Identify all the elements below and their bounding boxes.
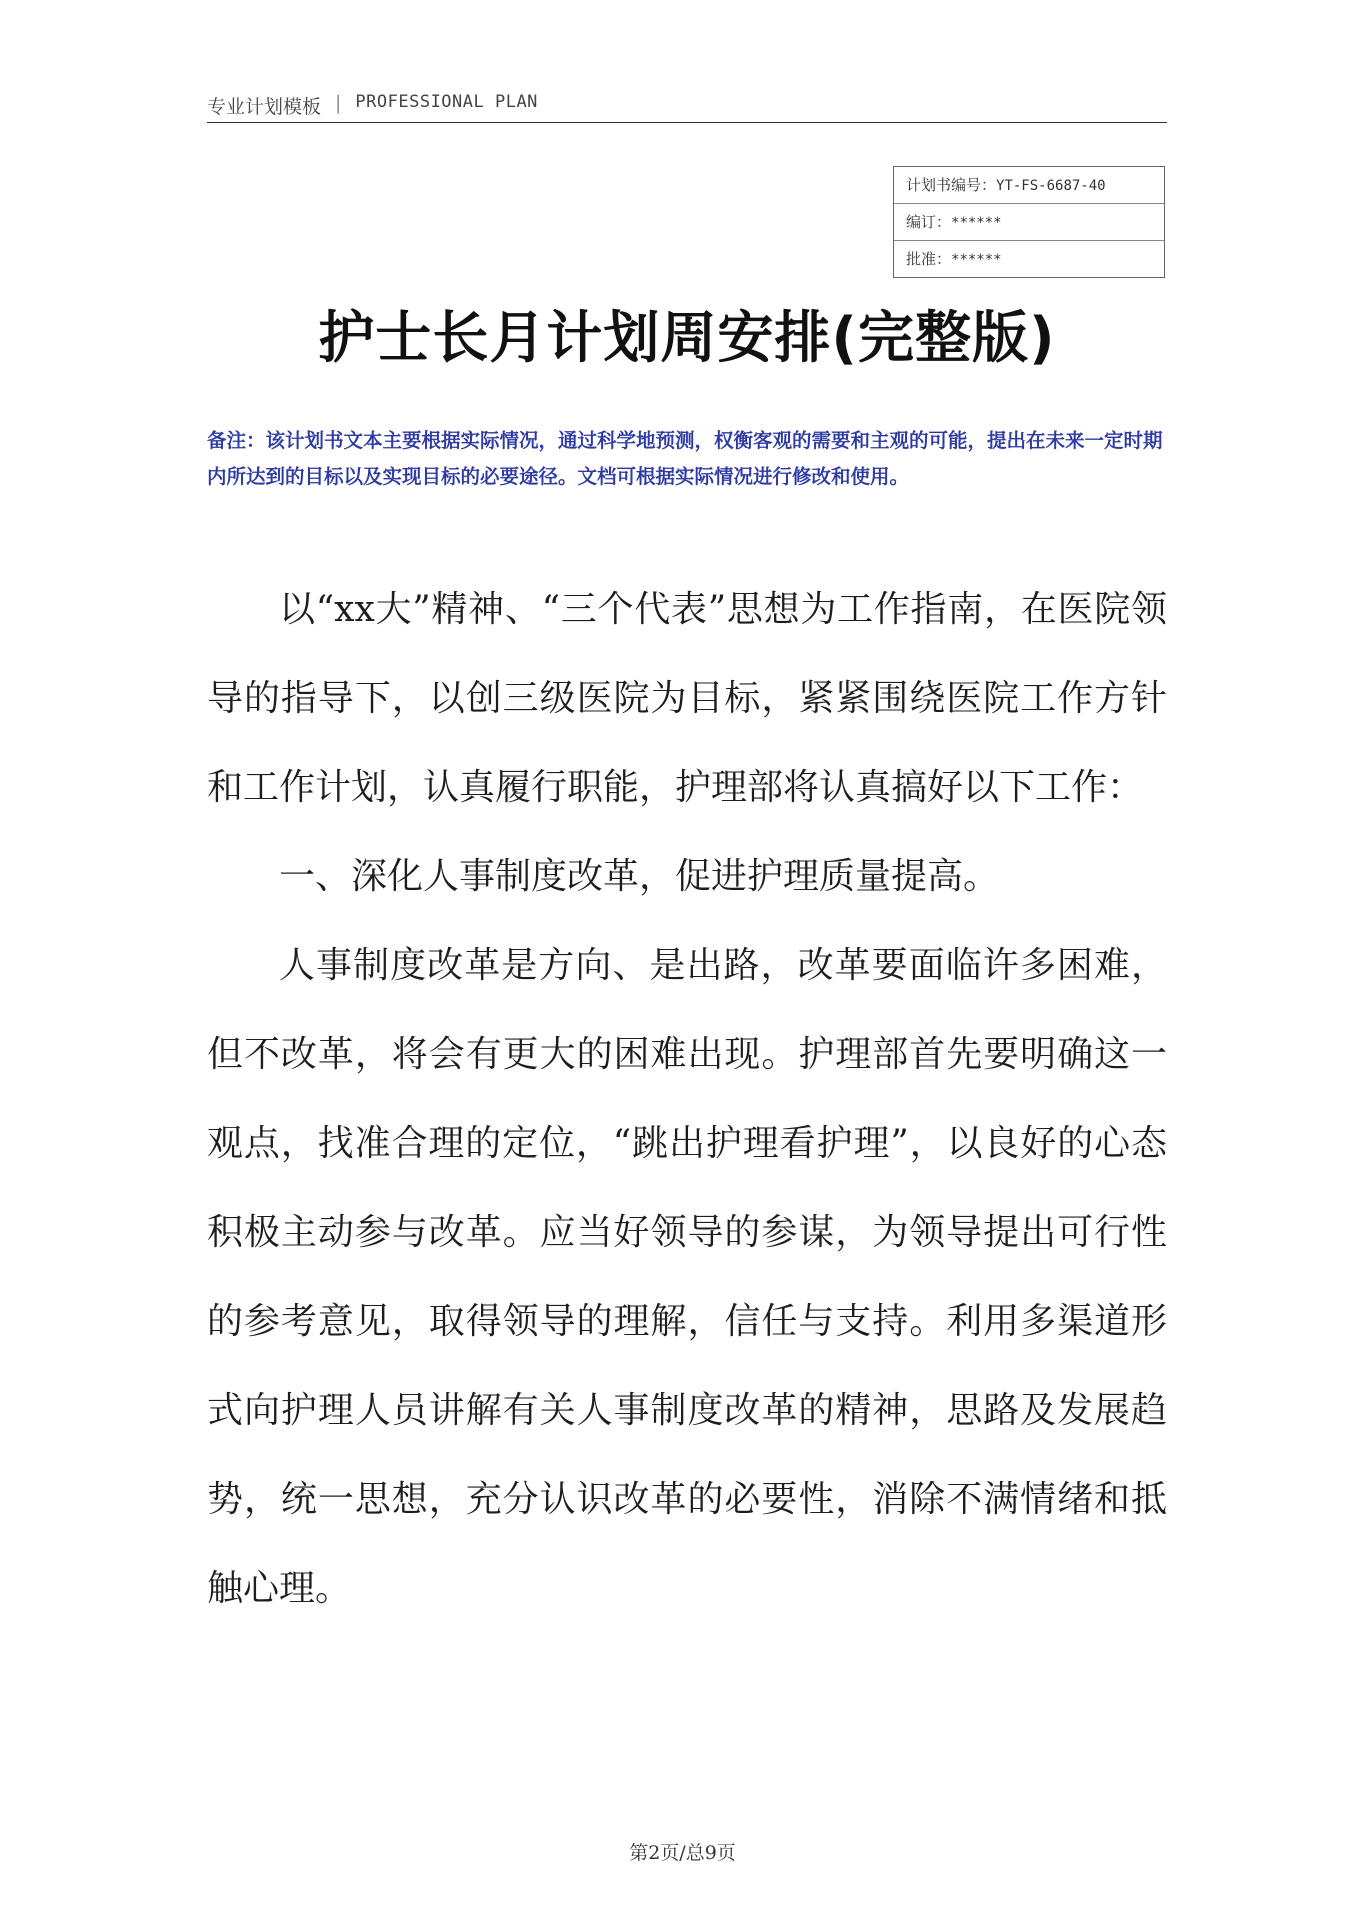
editor-value: ****** [951,215,1002,231]
document-note: 备注：该计划书文本主要根据实际情况，通过科学地预测，权衡客观的需要和主观的可能，提出在未来一定时期内所达到的目标以及实现目标的必要途径。文档可根据实际情况进行修改和使用。 [207,429,1163,488]
plan-number-label: 计划书编号： [906,176,997,194]
body-paragraph: 人事制度改革是方向、是出路，改革要面临许多困难，但不改革，将会有更大的困难出现。护理部首先要明确这一观点，找准合理的定位，“跳出护理看护理”，以良好的心态积极主动参与改革。应当好领导的参谋，为领导提出可行性的参考意见，取得领导的理解，信任与支持。利用多渠道形式向护理人员讲解有关人事制度改革的精神，思路及发展趋势，统一思想，充分认识改革的必要性，消除不满情绪和抵触心理。 [207,945,1167,1609]
plan-number-row [894,167,1164,204]
approver-label: 批准： [906,250,952,268]
approver-row [894,241,1164,277]
page-number: 第2页/总9页 [629,1842,736,1864]
header-english-label: PROFESSIONAL PLAN [355,92,538,112]
editor-label: 编订： [906,213,952,231]
plan-number-value: YT-FS-6687-40 [996,178,1106,194]
editor-row [894,204,1164,241]
body-paragraph: 以“xx大”精神、“三个代表”思想为工作指南，在医院领导的指导下，以创三级医院为目标，紧紧围绕医院工作方针和工作计划，认真履行职能，护理部将认真搞好以下工作： [207,589,1167,808]
section-heading: 一、深化人事制度改革，促进护理质量提高。 [279,856,1000,897]
approver-value: ****** [951,252,1002,268]
header-separator: | [335,92,342,114]
page-header [207,92,1167,123]
header-category: 专业计划模板 [207,96,322,118]
document-info-box [893,166,1165,278]
document-body [207,565,1167,1633]
document-title: 护士长月计划周安排(完整版) [318,306,1056,371]
